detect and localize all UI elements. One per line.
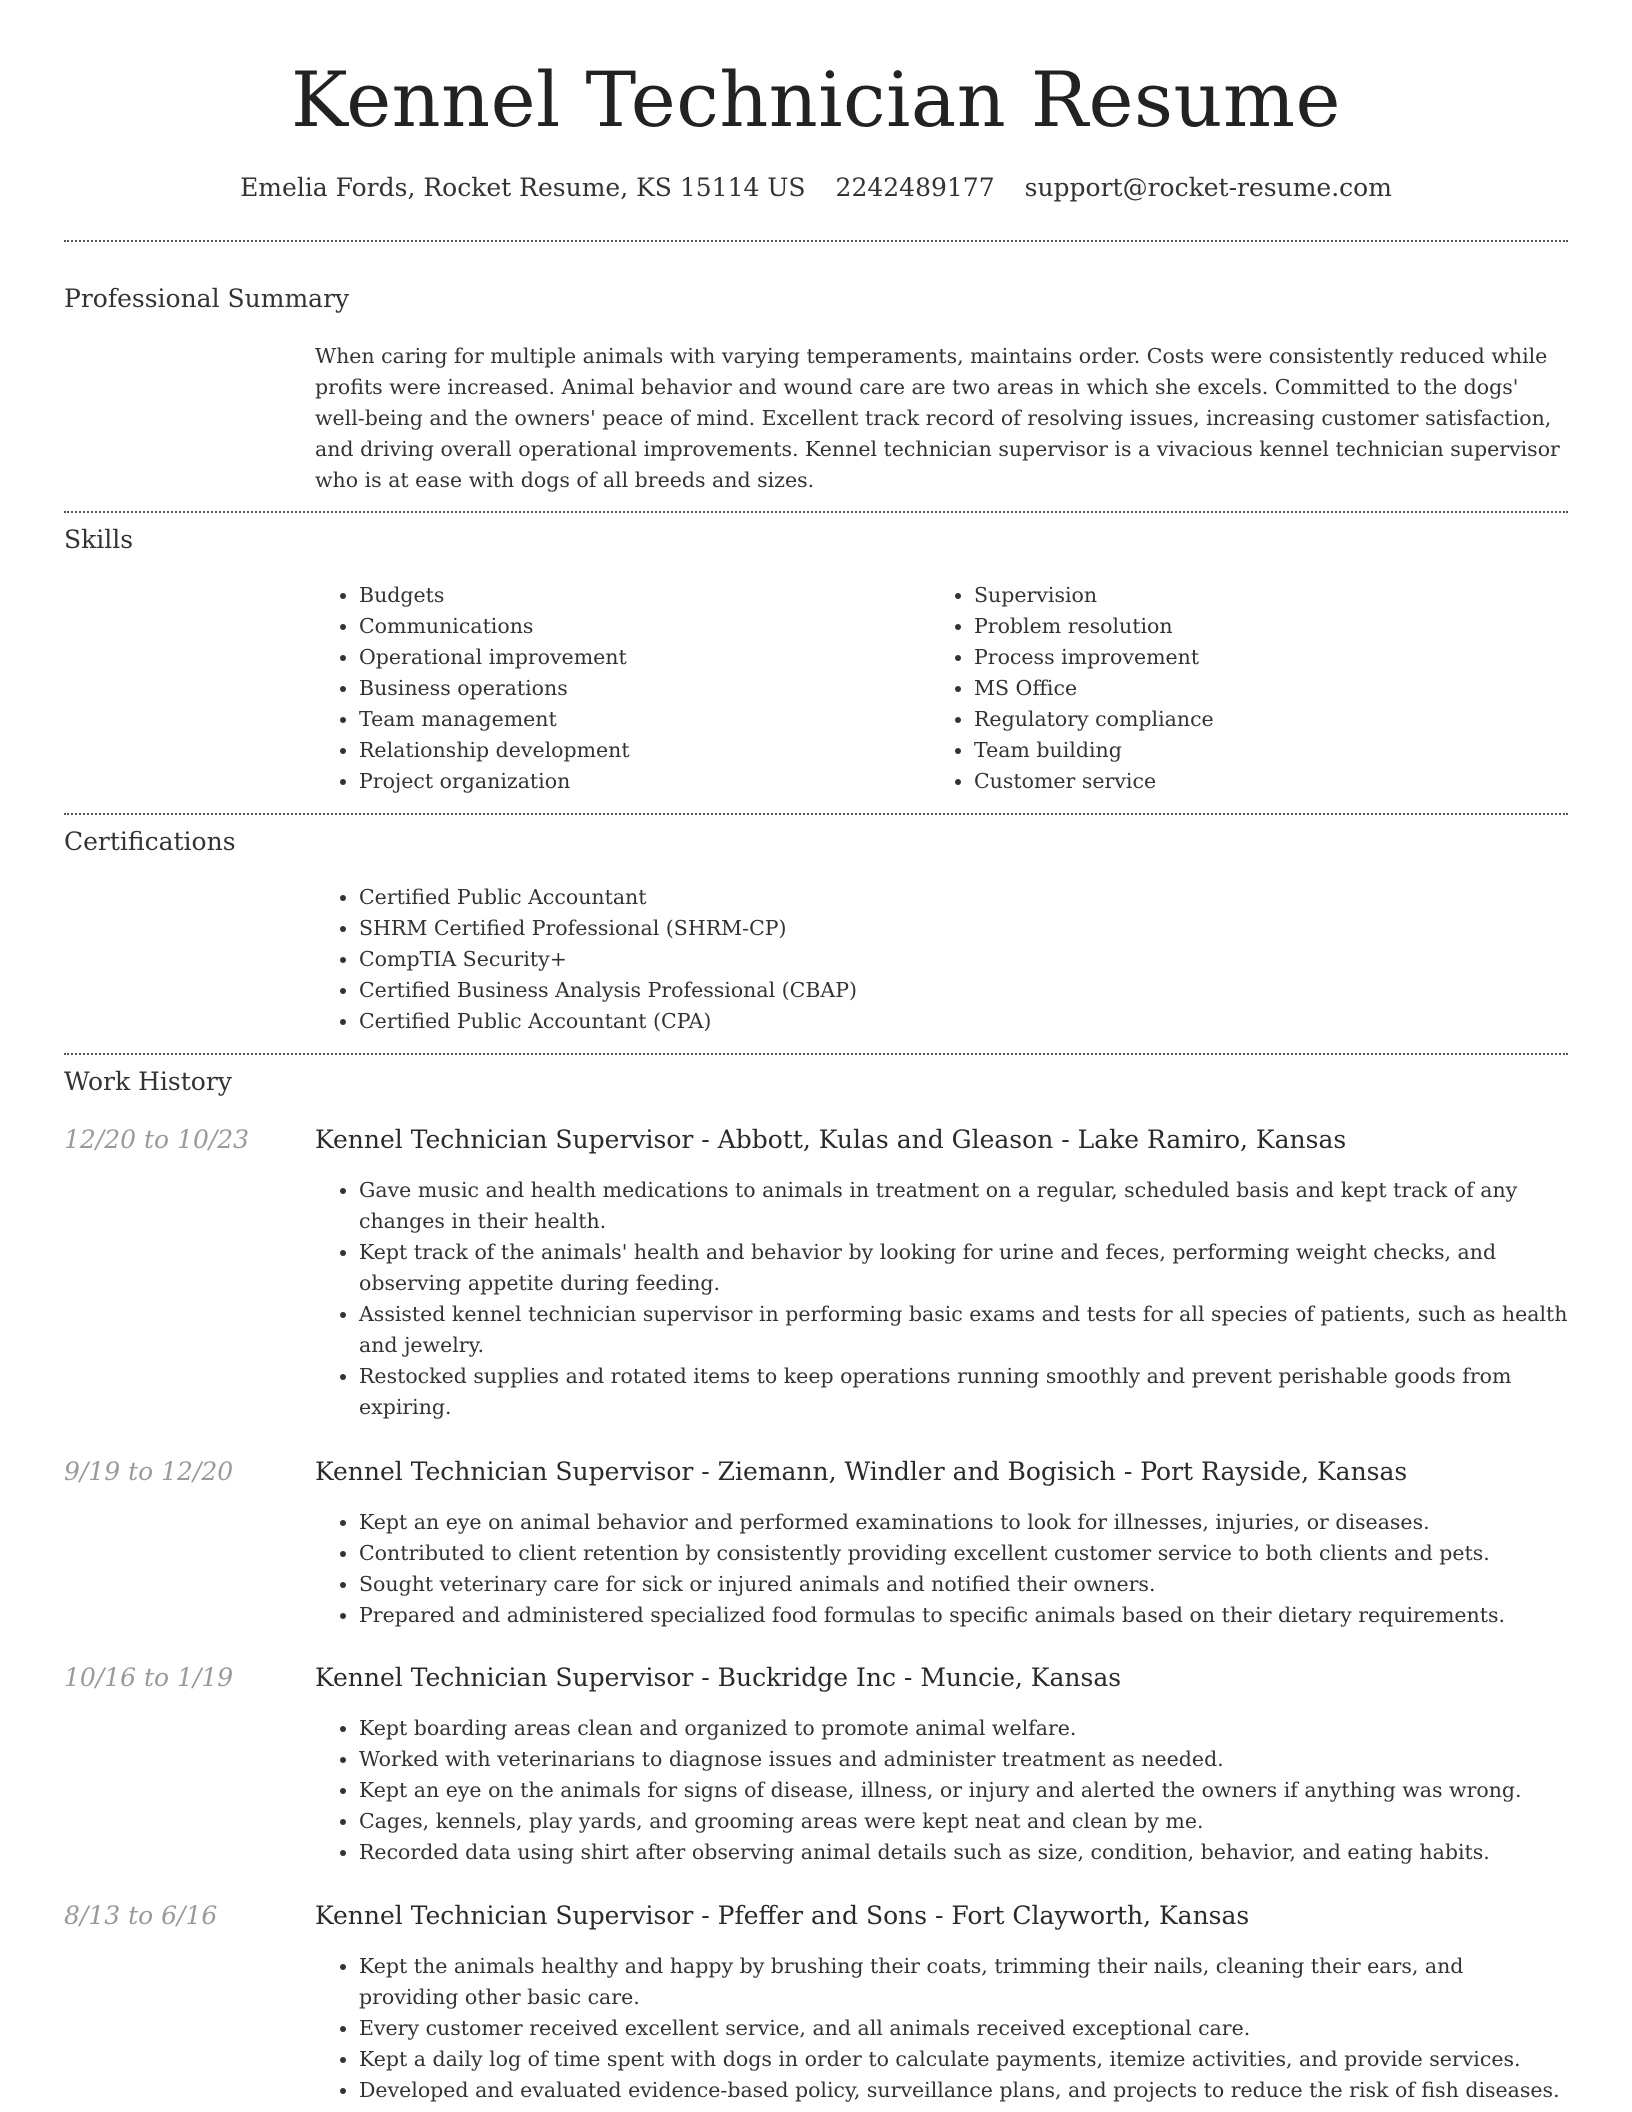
list-item: • Every customer received excellent service, and all animals received exceptional care.	[359, 2013, 1568, 2044]
resume-title: Kennel Technician Resume	[290, 55, 1342, 144]
skills-list-right	[930, 580, 1534, 797]
list-item: • Recorded data using shirt after observing animal details such as size, condition, behavior, and eating habits.	[359, 1837, 1568, 1868]
list-item: • Certified Public Accountant (CPA)	[359, 1006, 1568, 1037]
job-dates: 12/20 to 10/23	[64, 1125, 250, 1154]
list-item: • Process improvement	[974, 642, 1534, 673]
contact-email: support@rocket-resume.com	[1024, 173, 1392, 202]
job-title: Kennel Technician Supervisor - Abbott, Kulas and Gleason - Lake Ramiro, Kansas	[315, 1125, 1347, 1154]
contact-address: Emelia Fords, Rocket Resume, KS 15114 US	[240, 173, 806, 202]
divider	[64, 240, 1568, 242]
list-item: • MS Office	[974, 673, 1534, 704]
list-item: • CompTIA Security+	[359, 944, 1568, 975]
divider	[64, 813, 1568, 815]
list-item: • Team management	[359, 704, 919, 735]
list-item: • Project organization	[359, 766, 919, 797]
list-item: • Regulatory compliance	[974, 704, 1534, 735]
list-item: • Communications	[359, 611, 919, 642]
list-item: • Kept an eye on animal behavior and performed examinations to look for illnesses, injuries, or diseases.	[359, 1507, 1568, 1538]
job-dates: 8/13 to 6/16	[64, 1901, 218, 1930]
list-item: • Developed and evaluated evidence-based policy, surveillance plans, and projects to reduce the risk of fish diseases.	[359, 2075, 1568, 2106]
list-item: • Prepared and administered specialized food formulas to specific animals based on their dietary requirements.	[359, 1600, 1568, 1631]
divider	[64, 1053, 1568, 1055]
job-dates: 10/16 to 1/19	[64, 1663, 234, 1692]
list-item: • Team building	[974, 735, 1534, 766]
list-item: • Supervision	[974, 580, 1534, 611]
list-item: • Assisted kennel technician supervisor in performing basic exams and tests for all species of patients, such as health and jewelry.	[359, 1299, 1568, 1361]
contact-phone: 2242489177	[835, 173, 995, 202]
list-item: • Kept an eye on the animals for signs of disease, illness, or injury and alerted the owners if anything was wrong.	[359, 1775, 1568, 1806]
list-item: • Certified Public Accountant	[359, 882, 1568, 913]
list-item: • Certified Business Analysis Professional (CBAP)	[359, 975, 1568, 1006]
list-item: • Customer service	[974, 766, 1534, 797]
job-bullets	[315, 1713, 1568, 1868]
certifications-heading: Certifications	[64, 827, 236, 856]
work-history-heading: Work History	[64, 1067, 232, 1096]
list-item: • Budgets	[359, 580, 919, 611]
contact-line	[64, 170, 1568, 206]
list-item: • SHRM Certified Professional (SHRM-CP)	[359, 913, 1568, 944]
list-item: • Contributed to client retention by consistently providing excellent customer service to both clients and pets.	[359, 1538, 1568, 1569]
job-dates: 9/19 to 12/20	[64, 1457, 234, 1486]
summary-text: When caring for multiple animals with varying temperaments, maintains order. Costs were consistently reduced while profits were increased. Animal behavior and wound care are two areas in which she excels. Committed to the dogs' well-being and the owners' peace of mind. Excellent track record of resolving issues, increasing customer satisfaction, and driving overall operational improvements. Kennel technician supervisor is a vivacious kennel technician supervisor who is at ease with dogs of all breeds and sizes.	[315, 344, 1560, 492]
skills-heading: Skills	[64, 525, 134, 554]
summary-heading: Professional Summary	[64, 284, 350, 313]
divider	[64, 511, 1568, 513]
list-item: • Operational improvement	[359, 642, 919, 673]
list-item: • Business operations	[359, 673, 919, 704]
job-bullets	[315, 1175, 1568, 1423]
list-item: • Relationship development	[359, 735, 919, 766]
list-item: • Kept a daily log of time spent with dogs in order to calculate payments, itemize activities, and provide services.	[359, 2044, 1568, 2075]
job-title: Kennel Technician Supervisor - Pfeffer and Sons - Fort Clayworth, Kansas	[315, 1901, 1250, 1930]
list-item: • Sought veterinary care for sick or injured animals and notified their owners.	[359, 1569, 1568, 1600]
job-bullets	[315, 1507, 1568, 1631]
job-bullets	[315, 1951, 1568, 2106]
list-item: • Problem resolution	[974, 611, 1534, 642]
job-title: Kennel Technician Supervisor - Buckridge Inc - Muncie, Kansas	[315, 1663, 1122, 1692]
list-item: • Gave music and health medications to animals in treatment on a regular, scheduled basis and kept track of any changes in their health.	[359, 1175, 1568, 1237]
list-item: • Restocked supplies and rotated items to keep operations running smoothly and prevent perishable goods from expiring.	[359, 1361, 1568, 1423]
job-title: Kennel Technician Supervisor - Ziemann, Windler and Bogisich - Port Rayside, Kansas	[315, 1457, 1408, 1486]
skills-list-left	[315, 580, 919, 797]
list-item: • Kept track of the animals' health and behavior by looking for urine and feces, performing weight checks, and observing appetite during feeding.	[359, 1237, 1568, 1299]
list-item: • Worked with veterinarians to diagnose issues and administer treatment as needed.	[359, 1744, 1568, 1775]
list-item: • Kept boarding areas clean and organized to promote animal welfare.	[359, 1713, 1568, 1744]
list-item: • Kept the animals healthy and happy by brushing their coats, trimming their nails, cleaning their ears, and providing other basic care.	[359, 1951, 1568, 2013]
certifications-list	[315, 882, 1568, 1037]
list-item: • Cages, kennels, play yards, and grooming areas were kept neat and clean by me.	[359, 1806, 1568, 1837]
